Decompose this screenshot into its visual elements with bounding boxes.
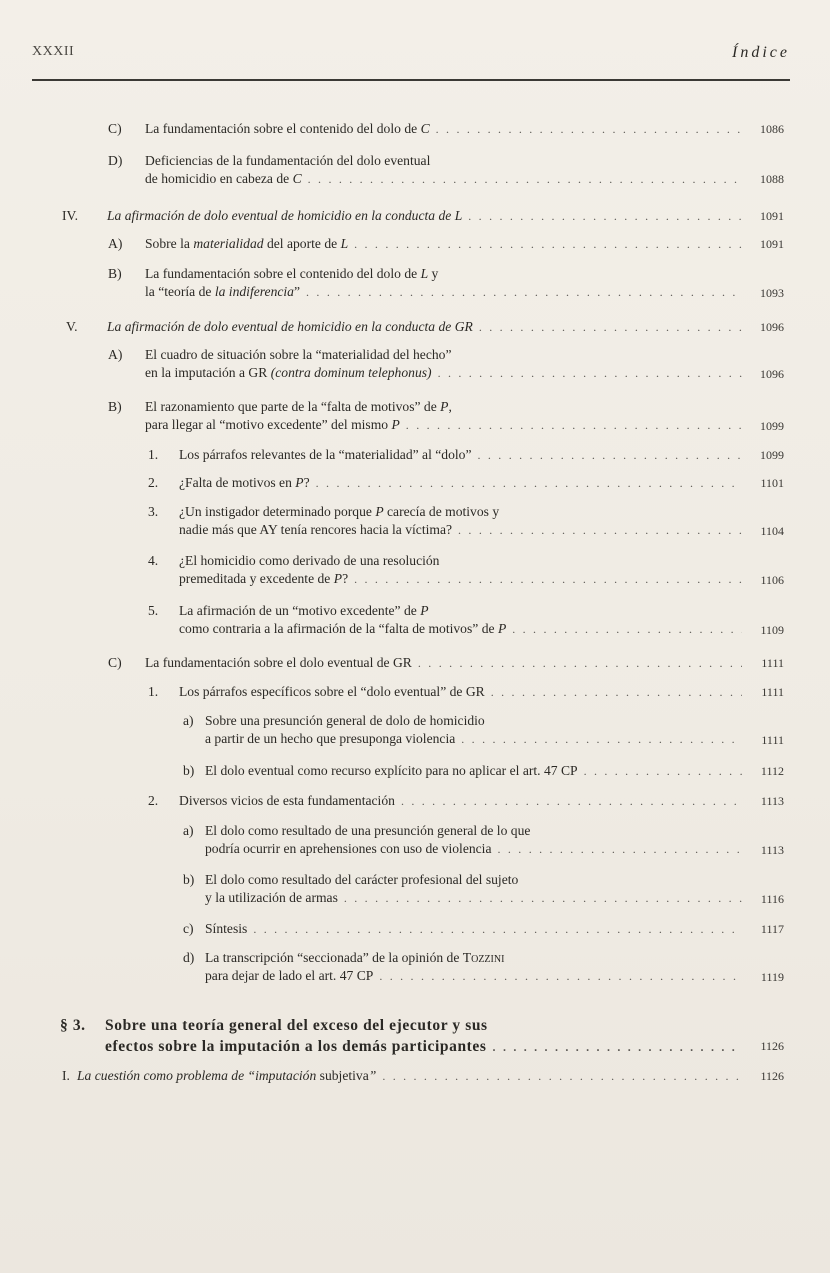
toc-marker: C) [108,655,122,670]
toc-marker: 3. [148,504,159,519]
toc-page-number: 1116 [760,892,784,906]
page-folio: XXXII [32,44,75,59]
toc-page-number: 1111 [761,685,784,699]
toc-marker: IV. [62,208,78,223]
toc-page-number: 1112 [760,764,784,778]
toc-marker: b) [183,872,195,887]
toc-page-number: 1088 [760,172,784,186]
toc-page-number: 1091 [760,209,784,223]
toc-marker: V. [66,319,78,334]
toc-marker: 1. [148,447,159,462]
page-header [32,44,790,74]
toc-page-number: 1096 [760,367,784,381]
running-title: Índice [732,44,790,61]
toc-page-number: 1099 [760,448,784,462]
toc-marker: a) [183,713,194,728]
toc-marker: D) [108,153,123,168]
toc-marker: b) [183,763,195,778]
toc-marker: 2. [148,475,159,490]
toc-page-number: 1126 [760,1069,784,1083]
toc-page-number: 1104 [760,524,784,538]
toc-marker: 5. [148,603,159,618]
toc-marker: 4. [148,553,159,568]
toc-page-number: 1111 [761,656,784,670]
toc-page-number: 1109 [760,623,784,637]
toc-marker: B) [108,266,122,281]
header-rule [32,79,790,81]
toc-page-number: 1093 [760,286,784,300]
toc-page-number: 1117 [760,922,784,936]
toc-page-number: 1119 [760,970,784,984]
toc-page-number: 1111 [761,733,784,747]
toc-page-number: 1099 [760,419,784,433]
toc-page-number: 1106 [760,573,784,587]
toc-page-number: 1113 [760,794,784,808]
toc-page-number: 1113 [760,843,784,857]
toc-page-number: 1096 [760,320,784,334]
toc-marker: 2. [148,793,159,808]
toc-marker: § 3. [60,1017,86,1034]
toc-page-number: 1086 [760,122,784,136]
toc-marker: d) [183,950,195,965]
toc-marker: c) [183,921,194,936]
toc-page-number: 1091 [760,237,784,251]
toc-page-number: 1101 [760,476,784,490]
toc-marker: A) [108,236,123,251]
document-page: XXXII Índice C) La fundamentación sobre el contenido del dolo de C . . . 1086 D) Deficiencias de la fundamentación del dolo eventual de homicidio en cabeza de C . . . 1088 IV. La afirmación de dolo eventual de homicidio en la conducta de L . . . 1091 A) Sobre la materialidad del aporte de L . . . 1091 B) La fundamentación sobre el contenido del dolo de L y la “teoría de la indiferencia” . . . 1093 V. La afirmación de dolo eventual de homicidio en la conducta de GR . . . 1096 A) El cuadro de situación sobre la “materialidad del hecho” en la imputación a GR (contra dominum telephonus) . . . 1096 B) El razonamiento que parte de la “falta de motivos” de P, para llegar al “motivo excedente” del mismo P . . . 1099 1. Los párrafos relevantes de la “materialidad” al “dolo” . . . 1099 2. ¿Falta de motivos en P? . . . 1101 3. ¿Un instigador determinado porque P carecía de motivos y nadie más que AY tenía rencores hacia la víctima? . . . 1104 4. ¿El homicidio como derivado de una resolución premeditada y excedente de P? . . . 1106 5. La afirmación de un “motivo excedente” de P como contraria a la afirmación de la “falta de motivos” de P . . . 1109 C) La fundamentación sobre el dolo eventual de GR . . . 1111 1. Los párrafos específicos sobre el “dolo eventual” de GR . . . 1111 a) Sobre una presunción general de dolo de homicidio a partir de un hecho que presuponga violencia . . . 1111 b) El dolo eventual como recurso explícito para no aplicar el art. 47 CP . . . 1112 2. Diversos vicios de esta fundamentación . . . 1113 a) El dolo como resultado de una presunción general de lo que podría ocurrir en aprehensiones con uso de violencia . . . 1113 b) El dolo como resultado del carácter profesional del sujeto y la utilización de armas . . . 1116 c) Síntesis . . . 1117 d) La transcripción “seccionada” de la opinión de Tozzini para dejar de lado el art. 47 CP . . . 1119 § 3. Sobre una teoría general del exceso del ejecutor y sus efectos sobre la imputación a los demás participantes . . . 1126 I. La cuestión como problema de “imputación subjetiva” . . . 1126 [0,0,830,1273]
toc-marker: C) [108,121,122,136]
toc-marker: I. [62,1068,70,1083]
toc-marker: 1. [148,684,159,699]
toc-marker: B) [108,399,122,414]
toc-marker: a) [183,823,194,838]
toc-marker: A) [108,347,123,362]
toc-page-number: 1126 [760,1039,784,1053]
